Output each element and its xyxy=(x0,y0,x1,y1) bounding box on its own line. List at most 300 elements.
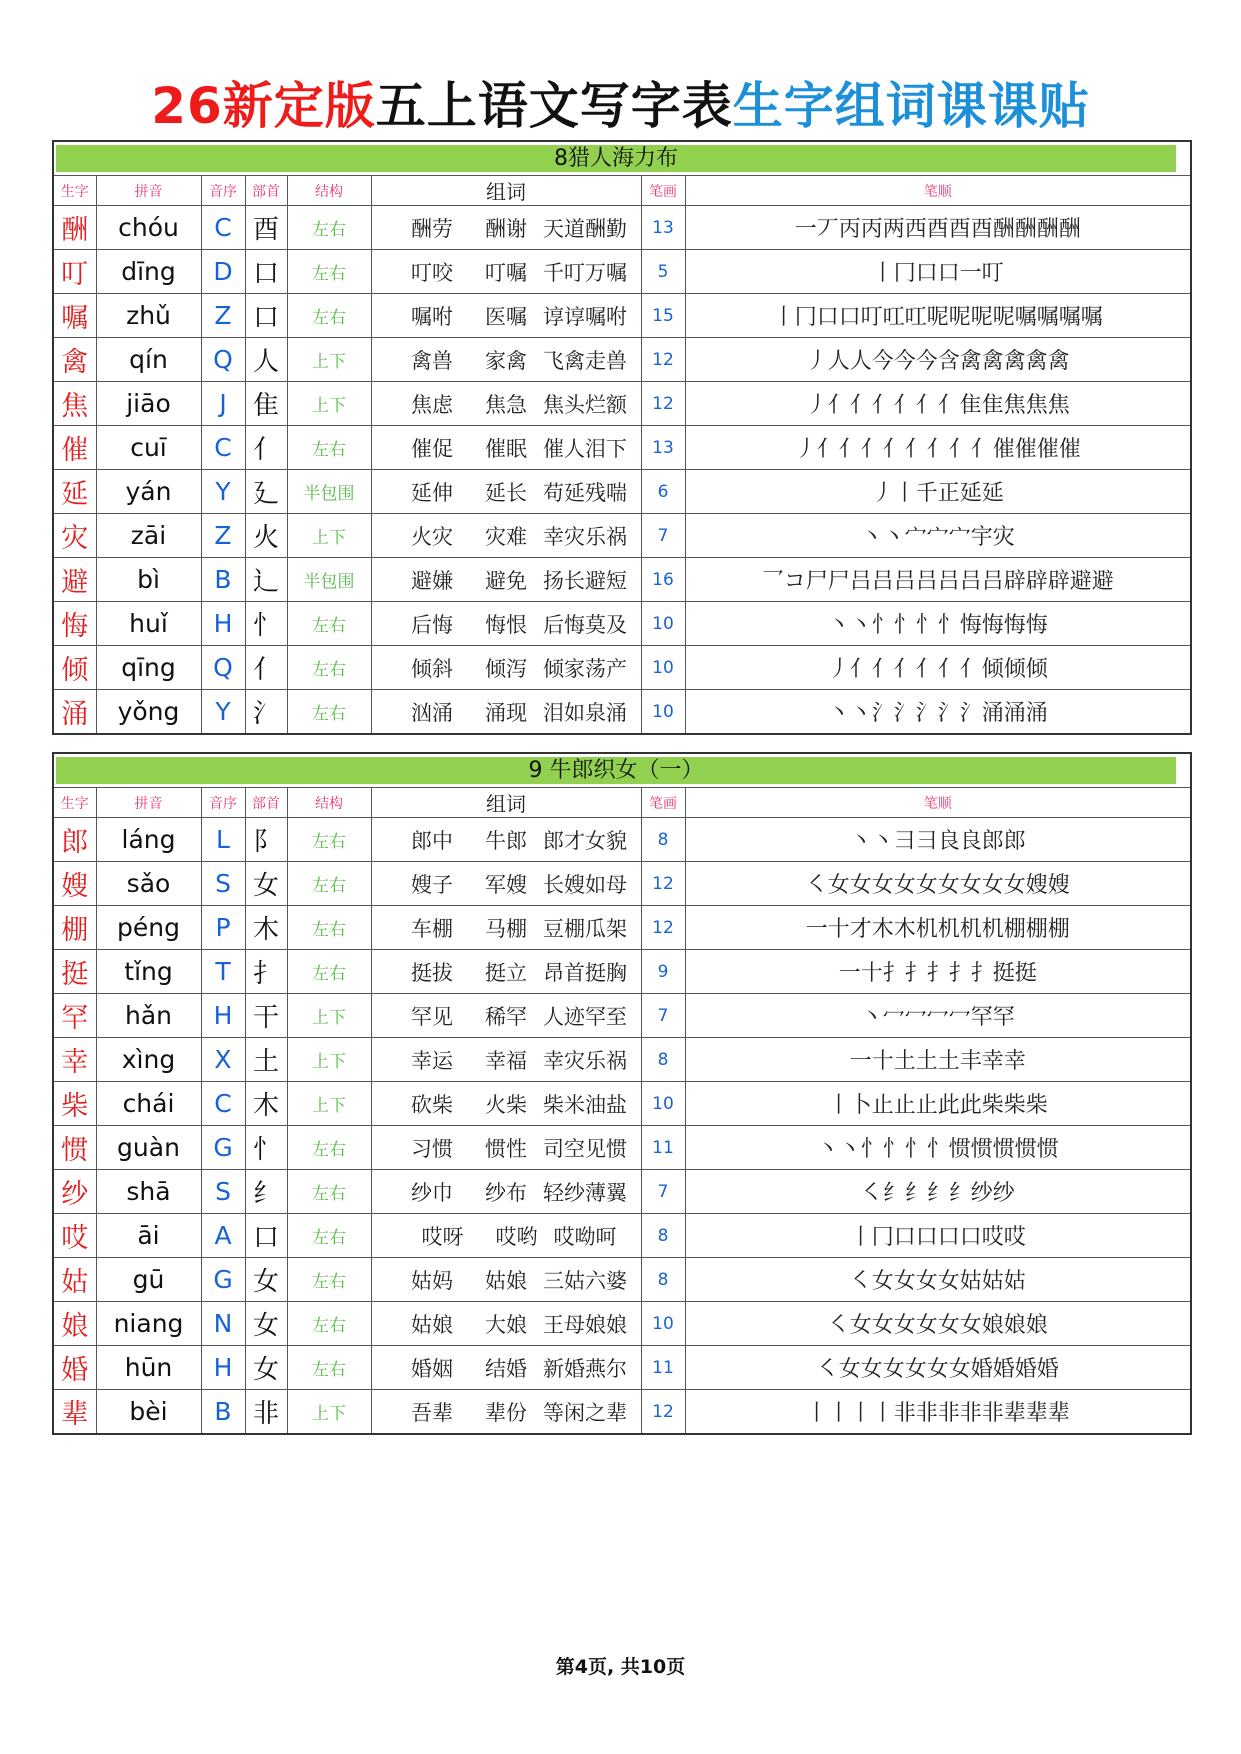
structure-cell: 半包围 xyxy=(287,558,371,602)
table-row xyxy=(53,514,1191,558)
page-title xyxy=(0,68,1241,144)
pinyin-cell: gū xyxy=(96,1258,201,1302)
words-cell xyxy=(371,382,641,426)
word-w3: 郎才女貌 xyxy=(543,828,627,853)
word-w1: 火灾 xyxy=(411,524,453,549)
column-header-initial: 音序 xyxy=(201,176,245,206)
radical-cell: 干 xyxy=(245,994,287,1038)
words-cell xyxy=(371,1038,641,1082)
word-w1: 避嫌 xyxy=(411,568,453,593)
initial-letter-cell: B xyxy=(201,1390,245,1435)
word-w2: 延长 xyxy=(485,480,527,505)
radical-cell: 隹 xyxy=(245,382,287,426)
word-w2: 灾难 xyxy=(485,524,527,549)
column-header-order: 笔顺 xyxy=(685,788,1191,818)
word-w1: 纱巾 xyxy=(411,1180,453,1205)
word-w1: 催促 xyxy=(411,436,453,461)
structure-cell: 左右 xyxy=(287,1170,371,1214)
word-w1: 婚姻 xyxy=(411,1356,453,1381)
words-cell xyxy=(371,1346,641,1390)
word-w3: 轻纱薄翼 xyxy=(543,1180,627,1205)
pinyin-cell: chái xyxy=(96,1082,201,1126)
section-banner xyxy=(53,141,1191,176)
character-cell: 姑 xyxy=(53,1258,96,1302)
word-w1: 嘱咐 xyxy=(411,304,453,329)
structure-cell: 左右 xyxy=(287,950,371,994)
character-cell: 延 xyxy=(53,470,96,514)
word-w1: 幸运 xyxy=(411,1048,453,1073)
structure-cell: 上下 xyxy=(287,514,371,558)
radical-cell: 女 xyxy=(245,1302,287,1346)
radical-cell: 土 xyxy=(245,1038,287,1082)
pinyin-cell: niang xyxy=(96,1302,201,1346)
table-row xyxy=(53,338,1191,382)
stroke-count-cell: 12 xyxy=(641,1390,685,1435)
initial-letter-cell: Q xyxy=(201,338,245,382)
column-header-words: 组词 xyxy=(371,788,641,818)
stroke-order-cell: ㇛女女女女女女婚婚婚婚 xyxy=(685,1346,1191,1390)
stroke-count-cell: 12 xyxy=(641,862,685,906)
word-w1: 酬劳 xyxy=(411,216,453,241)
stroke-count-cell: 11 xyxy=(641,1126,685,1170)
character-cell: 倾 xyxy=(53,646,96,690)
stroke-count-cell: 12 xyxy=(641,382,685,426)
structure-cell: 左右 xyxy=(287,1302,371,1346)
word-w1: 姑妈 xyxy=(411,1268,453,1293)
radical-cell: 非 xyxy=(245,1390,287,1435)
stroke-order-cell: 丶丶忄忄忄忄惯惯惯惯惯 xyxy=(685,1126,1191,1170)
structure-cell: 左右 xyxy=(287,294,371,338)
stroke-order-cell: 丿亻亻亻亻亻亻隹隹焦焦焦 xyxy=(685,382,1191,426)
stroke-order-cell: 丿亻亻亻亻亻亻倾倾倾 xyxy=(685,646,1191,690)
initial-letter-cell: B xyxy=(201,558,245,602)
column-header-char: 生字 xyxy=(53,176,96,206)
words-cell xyxy=(371,1390,641,1435)
stroke-count-cell: 10 xyxy=(641,1082,685,1126)
character-cell: 酬 xyxy=(53,206,96,250)
column-header-structure: 结构 xyxy=(287,176,371,206)
title-part-3: 生字组词课课贴 xyxy=(732,77,1090,135)
character-cell: 嫂 xyxy=(53,862,96,906)
stroke-count-cell: 5 xyxy=(641,250,685,294)
pinyin-cell: xìng xyxy=(96,1038,201,1082)
word-w2: 家禽 xyxy=(485,348,527,373)
stroke-order-cell: 丿人人今今今含禽禽禽禽禽 xyxy=(685,338,1191,382)
table-row xyxy=(53,1302,1191,1346)
stroke-order-cell: 乛コ尸尸吕吕吕吕吕吕吕辟辟辟避避 xyxy=(685,558,1191,602)
stroke-count-cell: 10 xyxy=(641,1302,685,1346)
pinyin-cell: hūn xyxy=(96,1346,201,1390)
word-w3: 扬长避短 xyxy=(543,568,627,593)
radical-cell: 纟 xyxy=(245,1170,287,1214)
stroke-order-cell: 丶丶忄忄忄忄悔悔悔悔 xyxy=(685,602,1191,646)
word-w2: 医嘱 xyxy=(485,304,527,329)
character-cell: 焦 xyxy=(53,382,96,426)
section-title: 9 牛郎织女（一） xyxy=(56,757,1176,784)
pinyin-cell: chóu xyxy=(96,206,201,250)
column-header-row xyxy=(53,788,1191,818)
word-w2: 避免 xyxy=(485,568,527,593)
table-row xyxy=(53,602,1191,646)
initial-letter-cell: S xyxy=(201,1170,245,1214)
pinyin-cell: péng xyxy=(96,906,201,950)
initial-letter-cell: C xyxy=(201,206,245,250)
character-cell: 棚 xyxy=(53,906,96,950)
structure-cell: 左右 xyxy=(287,906,371,950)
words-cell xyxy=(371,1126,641,1170)
word-w3: 催人泪下 xyxy=(543,436,627,461)
pinyin-cell: āi xyxy=(96,1214,201,1258)
initial-letter-cell: H xyxy=(201,994,245,1038)
radical-cell: 口 xyxy=(245,294,287,338)
stroke-count-cell: 15 xyxy=(641,294,685,338)
radical-cell: 亻 xyxy=(245,426,287,470)
words-cell xyxy=(371,690,641,735)
table-row xyxy=(53,1258,1191,1302)
word-w2: 辈份 xyxy=(485,1400,527,1425)
word-w2: 催眠 xyxy=(485,436,527,461)
initial-letter-cell: S xyxy=(201,862,245,906)
stroke-order-cell: ㇛纟纟纟纟纱纱 xyxy=(685,1170,1191,1214)
table-row xyxy=(53,1082,1191,1126)
stroke-count-cell: 7 xyxy=(641,1170,685,1214)
pinyin-cell: zāi xyxy=(96,514,201,558)
word-w1: 焦虑 xyxy=(411,392,453,417)
character-cell: 哎 xyxy=(53,1214,96,1258)
table-row xyxy=(53,250,1191,294)
stroke-count-cell: 12 xyxy=(641,338,685,382)
radical-cell: 扌 xyxy=(245,950,287,994)
table-row xyxy=(53,1126,1191,1170)
word-w2: 焦急 xyxy=(485,392,527,417)
stroke-count-cell: 8 xyxy=(641,1258,685,1302)
word-w2: 酬谢 xyxy=(485,216,527,241)
words-cell xyxy=(371,338,641,382)
character-cell: 催 xyxy=(53,426,96,470)
word-w3: 哎呦呵 xyxy=(553,1224,617,1249)
word-w2: 马棚 xyxy=(485,916,527,941)
structure-cell: 上下 xyxy=(287,1038,371,1082)
structure-cell: 左右 xyxy=(287,1346,371,1390)
word-w3: 司空见惯 xyxy=(543,1136,627,1161)
structure-cell: 左右 xyxy=(287,206,371,250)
pinyin-cell: láng xyxy=(96,818,201,862)
title-part-1: 26新定版 xyxy=(151,77,376,135)
word-w1: 哎呀 xyxy=(421,1224,464,1249)
stroke-order-cell: 丨冂口口叮叿叿呢呢呢呢嘱嘱嘱嘱 xyxy=(685,294,1191,338)
initial-letter-cell: H xyxy=(201,1346,245,1390)
radical-cell: 亻 xyxy=(245,646,287,690)
stroke-order-cell: 丶丶彐彐良良郎郎 xyxy=(685,818,1191,862)
initial-letter-cell: N xyxy=(201,1302,245,1346)
character-cell: 娘 xyxy=(53,1302,96,1346)
table-row xyxy=(53,1346,1191,1390)
column-header-radical: 部首 xyxy=(245,176,287,206)
initial-letter-cell: C xyxy=(201,426,245,470)
column-header-char: 生字 xyxy=(53,788,96,818)
stroke-order-cell: 一十扌扌扌扌扌挺挺 xyxy=(685,950,1191,994)
initial-letter-cell: D xyxy=(201,250,245,294)
word-w1: 禽兽 xyxy=(411,348,453,373)
radical-cell: 女 xyxy=(245,1258,287,1302)
word-w1: 车棚 xyxy=(411,916,453,941)
pinyin-cell: yǒng xyxy=(96,690,201,735)
word-w1: 挺拔 xyxy=(411,960,453,985)
radical-cell: 女 xyxy=(245,1346,287,1390)
table-row xyxy=(53,994,1191,1038)
character-cell: 叮 xyxy=(53,250,96,294)
stroke-order-cell: ㇛女女女女女女女女女嫂嫂 xyxy=(685,862,1191,906)
word-w2: 倾泻 xyxy=(485,656,527,681)
word-w3: 人迹罕至 xyxy=(543,1004,627,1029)
structure-cell: 左右 xyxy=(287,250,371,294)
structure-cell: 上下 xyxy=(287,382,371,426)
stroke-count-cell: 12 xyxy=(641,906,685,950)
table-row xyxy=(53,690,1191,735)
stroke-count-cell: 7 xyxy=(641,514,685,558)
character-cell: 婚 xyxy=(53,1346,96,1390)
word-w3: 倾家荡产 xyxy=(543,656,627,681)
structure-cell: 左右 xyxy=(287,426,371,470)
character-cell: 悔 xyxy=(53,602,96,646)
table-row xyxy=(53,294,1191,338)
word-w1: 吾辈 xyxy=(411,1400,453,1425)
words-cell xyxy=(371,294,641,338)
word-w3: 昂首挺胸 xyxy=(543,960,627,985)
stroke-count-cell: 10 xyxy=(641,646,685,690)
stroke-count-cell: 10 xyxy=(641,602,685,646)
radical-cell: 氵 xyxy=(245,690,287,735)
stroke-order-cell: 丨冂口口口口哎哎 xyxy=(685,1214,1191,1258)
page-footer: 第4页, 共10页 xyxy=(555,1656,686,1678)
pinyin-cell: dīng xyxy=(96,250,201,294)
stroke-order-cell: 丿亻亻亻亻亻亻亻亻催催催催 xyxy=(685,426,1191,470)
word-w2: 火柴 xyxy=(485,1092,527,1117)
word-w2: 挺立 xyxy=(485,960,527,985)
stroke-count-cell: 6 xyxy=(641,470,685,514)
word-w3: 幸灾乐祸 xyxy=(543,524,627,549)
table-row xyxy=(53,862,1191,906)
character-cell: 郎 xyxy=(53,818,96,862)
stroke-order-cell: 一十才木木机机机机棚棚棚 xyxy=(685,906,1191,950)
words-cell xyxy=(371,426,641,470)
stroke-count-cell: 16 xyxy=(641,558,685,602)
word-w2: 幸福 xyxy=(485,1048,527,1073)
words-cell xyxy=(371,1082,641,1126)
stroke-order-cell: 丶丶宀宀宀宇灾 xyxy=(685,514,1191,558)
stroke-count-cell: 10 xyxy=(641,690,685,735)
stroke-count-cell: 8 xyxy=(641,818,685,862)
character-cell: 挺 xyxy=(53,950,96,994)
structure-cell: 上下 xyxy=(287,1082,371,1126)
words-cell xyxy=(371,862,641,906)
pinyin-cell: yán xyxy=(96,470,201,514)
words-cell xyxy=(371,470,641,514)
word-w2: 涌现 xyxy=(485,700,527,725)
stroke-count-cell: 8 xyxy=(641,1214,685,1258)
table-row xyxy=(53,1038,1191,1082)
words-cell xyxy=(371,950,641,994)
radical-cell: 火 xyxy=(245,514,287,558)
pinyin-cell: huǐ xyxy=(96,602,201,646)
radical-cell: 忄 xyxy=(245,1126,287,1170)
word-w3: 幸灾乐祸 xyxy=(543,1048,627,1073)
stroke-order-cell: 丨卜止止止此此柴柴柴 xyxy=(685,1082,1191,1126)
word-w3: 豆棚瓜架 xyxy=(543,916,627,941)
word-w3: 千叮万嘱 xyxy=(543,260,627,285)
character-table-lesson-8 xyxy=(52,140,1192,735)
word-w3: 天道酬勤 xyxy=(543,216,627,241)
pinyin-cell: hǎn xyxy=(96,994,201,1038)
pinyin-cell: sǎo xyxy=(96,862,201,906)
table-row xyxy=(53,1390,1191,1435)
table-row xyxy=(53,906,1191,950)
word-w1: 倾斜 xyxy=(411,656,453,681)
initial-letter-cell: G xyxy=(201,1126,245,1170)
stroke-count-cell: 13 xyxy=(641,206,685,250)
word-w2: 叮嘱 xyxy=(485,260,527,285)
character-cell: 涌 xyxy=(53,690,96,735)
structure-cell: 上下 xyxy=(287,1390,371,1435)
column-header-radical: 部首 xyxy=(245,788,287,818)
stroke-order-cell: 丨丨丨丨非非非非非辈辈辈 xyxy=(685,1390,1191,1435)
structure-cell: 半包围 xyxy=(287,470,371,514)
word-w1: 叮咬 xyxy=(411,260,453,285)
character-cell: 纱 xyxy=(53,1170,96,1214)
word-w3: 三姑六婆 xyxy=(543,1268,627,1293)
word-w1: 姑娘 xyxy=(411,1312,453,1337)
table-row xyxy=(53,646,1191,690)
words-cell xyxy=(371,1258,641,1302)
structure-cell: 左右 xyxy=(287,1258,371,1302)
column-header-pinyin: 拼音 xyxy=(96,788,201,818)
words-cell xyxy=(371,1214,641,1258)
structure-cell: 上下 xyxy=(287,338,371,382)
words-cell xyxy=(371,1302,641,1346)
word-w1: 习惯 xyxy=(411,1136,453,1161)
structure-cell: 左右 xyxy=(287,690,371,735)
initial-letter-cell: X xyxy=(201,1038,245,1082)
stroke-order-cell: 一十土土土丰幸幸 xyxy=(685,1038,1191,1082)
word-w2: 悔恨 xyxy=(485,612,527,637)
stroke-order-cell: 丨冂口口一叮 xyxy=(685,250,1191,294)
character-cell: 辈 xyxy=(53,1390,96,1435)
initial-letter-cell: L xyxy=(201,818,245,862)
pinyin-cell: tǐng xyxy=(96,950,201,994)
stroke-count-cell: 9 xyxy=(641,950,685,994)
character-cell: 避 xyxy=(53,558,96,602)
stroke-count-cell: 11 xyxy=(641,1346,685,1390)
pinyin-cell: zhǔ xyxy=(96,294,201,338)
word-w3: 焦头烂额 xyxy=(543,392,627,417)
character-table-lesson-9 xyxy=(52,752,1192,1435)
word-w3: 谆谆嘱咐 xyxy=(543,304,627,329)
words-cell xyxy=(371,906,641,950)
table-row xyxy=(53,382,1191,426)
word-w3: 泪如泉涌 xyxy=(543,700,627,725)
structure-cell: 左右 xyxy=(287,646,371,690)
pinyin-cell: bì xyxy=(96,558,201,602)
word-w2: 哎哟 xyxy=(495,1224,538,1249)
word-w3: 长嫂如母 xyxy=(543,872,627,897)
initial-letter-cell: C xyxy=(201,1082,245,1126)
column-header-words: 组词 xyxy=(371,176,641,206)
table-row xyxy=(53,950,1191,994)
word-w2: 牛郎 xyxy=(485,828,527,853)
stroke-order-cell: 一丆丙丙两西酉酉酉酬酬酬酬 xyxy=(685,206,1191,250)
initial-letter-cell: Z xyxy=(201,294,245,338)
structure-cell: 左右 xyxy=(287,818,371,862)
words-cell xyxy=(371,646,641,690)
column-header-structure: 结构 xyxy=(287,788,371,818)
pinyin-cell: cuī xyxy=(96,426,201,470)
initial-letter-cell: J xyxy=(201,382,245,426)
word-w2: 大娘 xyxy=(485,1312,527,1337)
word-w2: 姑娘 xyxy=(485,1268,527,1293)
section-title: 8猎人海力布 xyxy=(56,145,1176,172)
stroke-count-cell: 8 xyxy=(641,1038,685,1082)
words-cell xyxy=(371,206,641,250)
words-cell xyxy=(371,602,641,646)
column-header-order: 笔顺 xyxy=(685,176,1191,206)
character-cell: 柴 xyxy=(53,1082,96,1126)
pinyin-cell: qín xyxy=(96,338,201,382)
word-w1: 后悔 xyxy=(411,612,453,637)
table-row xyxy=(53,470,1191,514)
word-w3: 等闲之辈 xyxy=(543,1400,627,1425)
words-cell xyxy=(371,558,641,602)
title-part-2: 五上语文写字表 xyxy=(375,77,733,135)
word-w2: 稀罕 xyxy=(485,1004,527,1029)
radical-cell: 阝 xyxy=(245,818,287,862)
radical-cell: 人 xyxy=(245,338,287,382)
word-w2: 军嫂 xyxy=(485,872,527,897)
initial-letter-cell: Z xyxy=(201,514,245,558)
initial-letter-cell: P xyxy=(201,906,245,950)
radical-cell: 忄 xyxy=(245,602,287,646)
character-cell: 幸 xyxy=(53,1038,96,1082)
character-cell: 禽 xyxy=(53,338,96,382)
initial-letter-cell: A xyxy=(201,1214,245,1258)
column-header-initial: 音序 xyxy=(201,788,245,818)
pinyin-cell: shā xyxy=(96,1170,201,1214)
initial-letter-cell: Q xyxy=(201,646,245,690)
structure-cell: 左右 xyxy=(287,602,371,646)
character-cell: 灾 xyxy=(53,514,96,558)
stroke-count-cell: 13 xyxy=(641,426,685,470)
table-row xyxy=(53,818,1191,862)
character-cell: 惯 xyxy=(53,1126,96,1170)
pinyin-cell: bèi xyxy=(96,1390,201,1435)
radical-cell: 酉 xyxy=(245,206,287,250)
radical-cell: 口 xyxy=(245,1214,287,1258)
column-header-strokes: 笔画 xyxy=(641,788,685,818)
words-cell xyxy=(371,1170,641,1214)
structure-cell: 上下 xyxy=(287,994,371,1038)
stroke-order-cell: 丿丨千正延延 xyxy=(685,470,1191,514)
word-w3: 王母娘娘 xyxy=(543,1312,627,1337)
word-w1: 郎中 xyxy=(411,828,453,853)
word-w2: 纱布 xyxy=(485,1180,527,1205)
radical-cell: 木 xyxy=(245,1082,287,1126)
word-w1: 罕见 xyxy=(411,1004,453,1029)
initial-letter-cell: H xyxy=(201,602,245,646)
words-cell xyxy=(371,994,641,1038)
table-row xyxy=(53,1214,1191,1258)
column-header-pinyin: 拼音 xyxy=(96,176,201,206)
stroke-order-cell: ㇛女女女女女女娘娘娘 xyxy=(685,1302,1191,1346)
word-w3: 新婚燕尔 xyxy=(543,1356,627,1381)
